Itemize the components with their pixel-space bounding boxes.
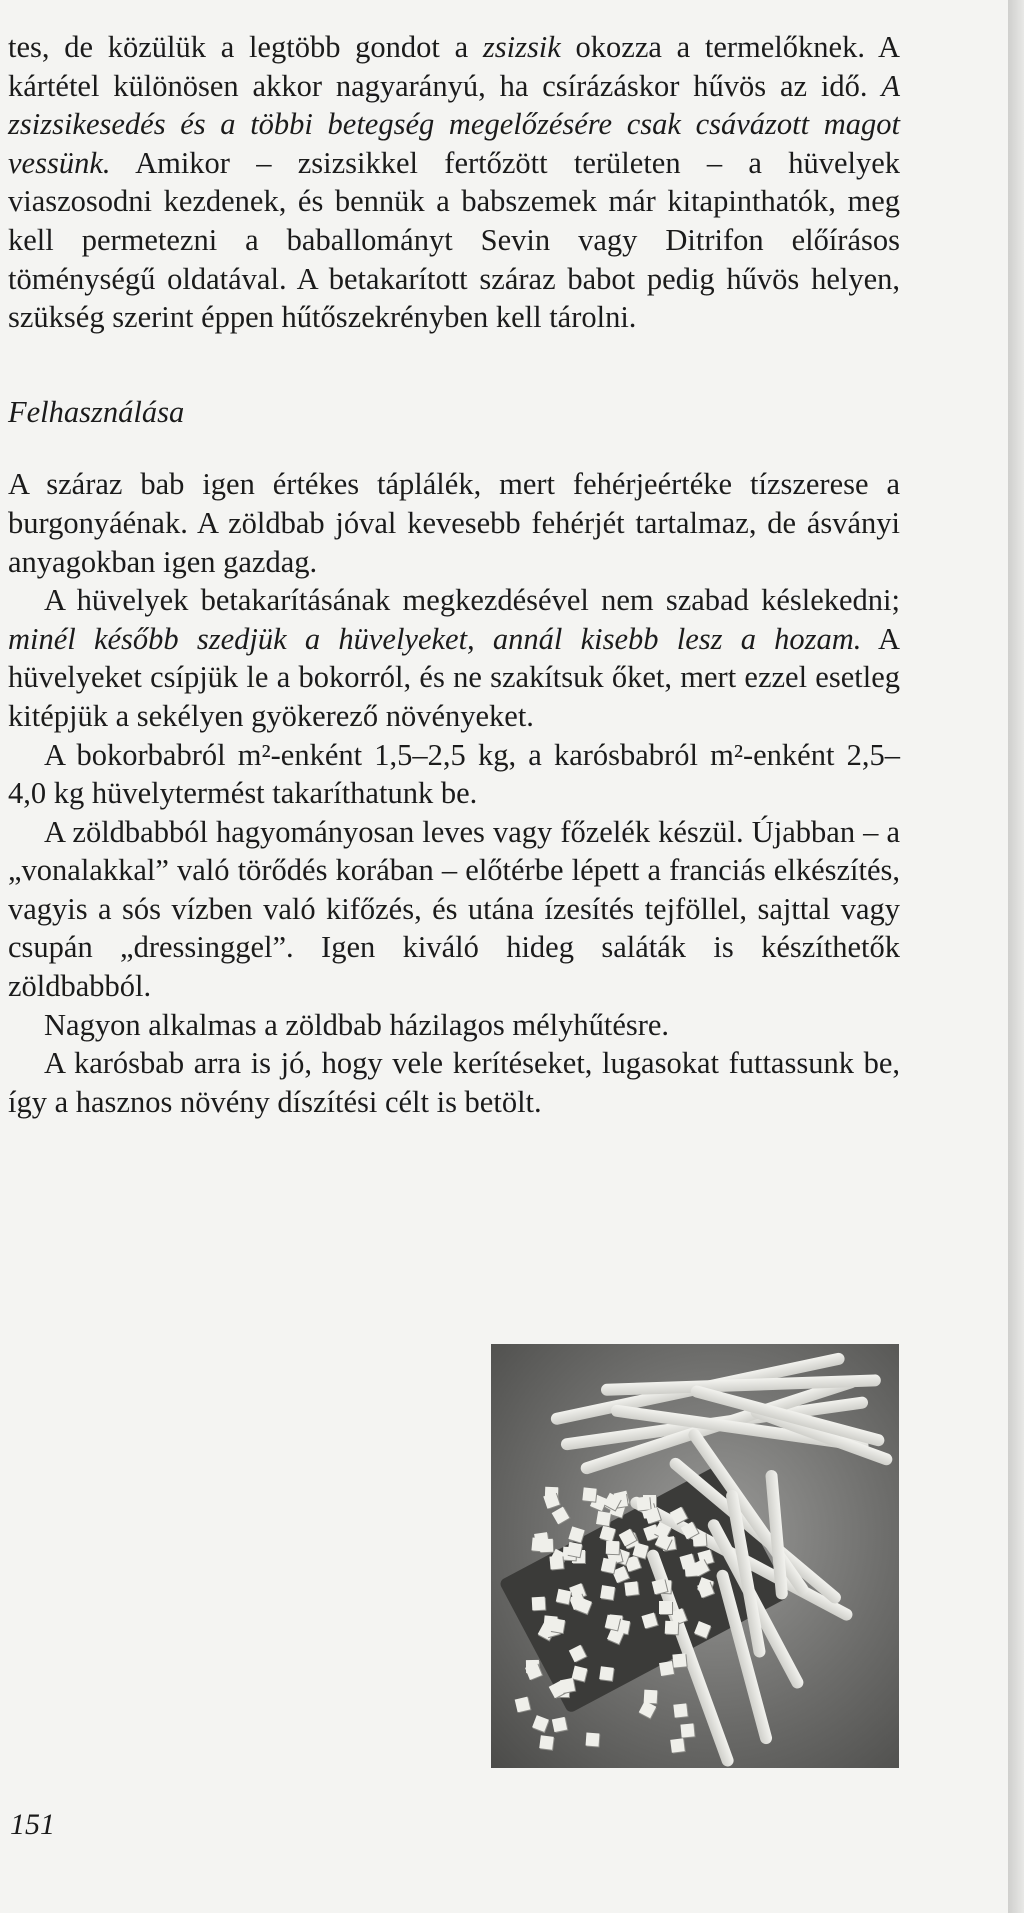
bean-piece (600, 1557, 615, 1572)
bean-piece (672, 1654, 686, 1668)
paragraph-cooking: A zöldbabból hagyományosan leves vagy főzelék készül. Újabban – a „vonalakkal” való törődés korában – előtérbe lépett a franciás elkészítés, vagyis a sós vízben való kifőzés, és utána ízesítés tejföllel, sajttal vagy csupán „dressinggel”. Igen kiváló hideg saláták is készíthetők zöldbabból. (8, 814, 900, 1004)
paragraph-nutrition: A száraz bab igen értékes táplálék, mert fehérjeértéke tízszerese a burgonyáénak. A zöldbab jóval kevesebb fehérjét tartalmaz, de ásványi anyagokban igen gazdag. (8, 467, 900, 579)
paragraph-freezing: Nagyon alkalmas a zöldbab házilagos mélyhűtésre. (44, 1007, 670, 1042)
green-beans-photo (491, 1344, 899, 1768)
paragraph-pest-control (8, 28, 900, 337)
text-run: okozza a termelőknek. A kártétel különösen akkor nagyarányú, ha csírázáskor hűvös az idő. (8, 30, 900, 103)
bean-piece (659, 1601, 672, 1614)
italic-run: A zsizsikesedés és a többi betegség megelőzésére csak csávázott magot vessünk. (8, 68, 900, 180)
bean-piece (636, 1496, 650, 1510)
page-edge-shadow (1008, 0, 1024, 1913)
bean-piece (665, 1621, 679, 1635)
text-run: tes, de közülük a legtöbb gondot a (8, 30, 483, 64)
italic-run: minél később szedjük a hüvelyeket, annál kisebb lesz a hozam. (8, 621, 862, 656)
bean-piece (670, 1738, 684, 1752)
bean-piece (659, 1661, 674, 1676)
text-run: A hüvelyeket csípjük le a bokorról, és ne szakítsuk őket, mert ezzel esetleg kitépjük a sekélyen gyökerező növényeket. (8, 621, 901, 733)
bean-piece (674, 1703, 688, 1717)
paragraph-yield: A bokorbabról m²-enként 1,5–2,5 kg, a karósbabról m²-enként 2,5–4,0 kg hüvelytermést takaríthatunk be. (8, 737, 900, 811)
bean-piece (515, 1696, 531, 1712)
bean-piece (605, 1540, 619, 1554)
bean-piece (540, 1539, 553, 1552)
bean-piece (549, 1555, 563, 1569)
bean-piece (566, 1542, 581, 1557)
italic-run: zsizsik (482, 30, 561, 64)
text-run: Amikor – zsizsikkel fertőzött területen – a hüvelyek viaszosodni kezdenek, és bennük a babszemek már kitapinthatók, meg kell permetezni a baballományt Sevin vagy Ditrifon előírásos töménységű oldatával. A betakarított száraz babot pedig hűvös helyen, szükség szerint éppen hűtőszekrényben kell tárolni. (8, 145, 900, 335)
bean-piece (625, 1581, 639, 1595)
bean-piece (600, 1585, 615, 1600)
bean-piece (552, 1506, 570, 1524)
bean-piece (586, 1733, 600, 1747)
bean-piece (681, 1724, 695, 1738)
bean-piece (532, 1597, 546, 1611)
bean-piece (596, 1511, 611, 1526)
bean-piece (582, 1488, 596, 1502)
bean-piece (539, 1735, 554, 1750)
bean-piece (552, 1717, 567, 1732)
body-text (8, 28, 900, 1121)
bean-piece (599, 1666, 614, 1681)
paragraph-harvest (8, 581, 900, 735)
paragraph-decoration: A karósbab arra is jó, hogy vele kerítéseket, lugasokat futtassunk be, így a hasznos növény díszítési célt is betölt. (8, 1046, 900, 1119)
bean-piece (550, 1618, 565, 1633)
bean-piece (560, 1678, 575, 1693)
text-run: A hüvelyek betakarításának megkezdésével nem szabad késlekedni; (44, 583, 900, 618)
section-heading: Felhasználása (8, 394, 185, 429)
bean-piece (532, 1715, 549, 1732)
page-number: 151 (10, 1808, 55, 1841)
